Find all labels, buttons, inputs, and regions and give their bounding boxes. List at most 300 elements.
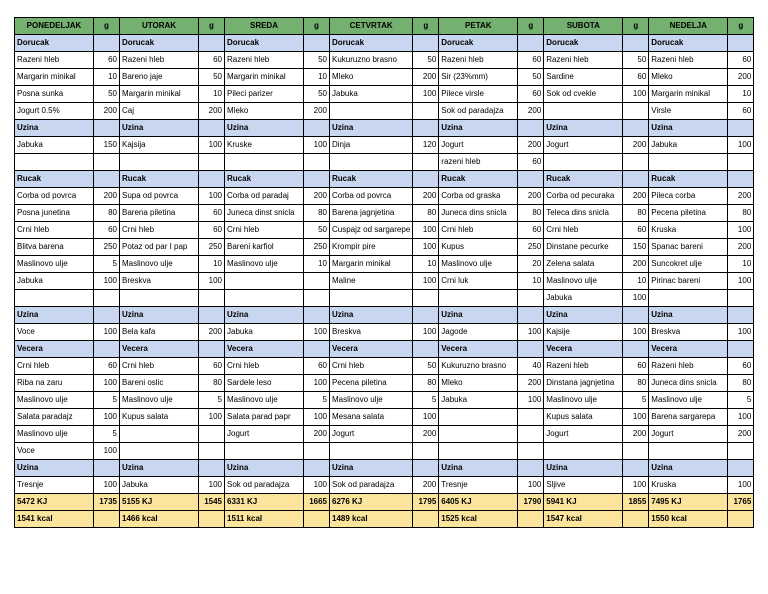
section-value — [199, 171, 225, 188]
food-name: Razeni hleb — [15, 52, 94, 69]
food-name — [15, 154, 94, 171]
food-grams: 80 — [94, 205, 120, 222]
food-name: Razeni hleb — [544, 52, 623, 69]
food-grams: 200 — [304, 426, 330, 443]
meal-label: Uzina — [225, 120, 304, 137]
food-grams: 60 — [623, 69, 649, 86]
kcal-value — [304, 511, 330, 528]
food-name: Margarin minikal — [330, 256, 413, 273]
food-grams: 200 — [623, 188, 649, 205]
food-grams — [413, 103, 439, 120]
food-grams — [518, 290, 544, 307]
food-grams: 200 — [94, 188, 120, 205]
meal-label: Dorucak — [15, 35, 94, 52]
food-name: Breskva — [330, 324, 413, 341]
food-name: Crni hleb — [225, 358, 304, 375]
food-name — [330, 154, 413, 171]
kcal-total: 1547 kcal — [544, 511, 623, 528]
food-grams: 60 — [518, 86, 544, 103]
food-grams: 5 — [94, 426, 120, 443]
food-name: Krompir pire — [330, 239, 413, 256]
food-name: Sir (23%mm) — [439, 69, 518, 86]
food-grams: 100 — [199, 409, 225, 426]
meal-label: Uzina — [544, 460, 623, 477]
section-value — [728, 171, 754, 188]
food-grams: 100 — [728, 409, 754, 426]
meal-label: Dorucak — [544, 35, 623, 52]
section-value — [728, 460, 754, 477]
day-header-sreda: SREDA — [225, 18, 304, 35]
food-name: Razeni hleb — [544, 358, 623, 375]
food-grams: 100 — [518, 324, 544, 341]
kj-value: 1795 — [413, 494, 439, 511]
meal-label: Vecera — [439, 341, 518, 358]
food-grams: 5 — [94, 256, 120, 273]
food-row — [15, 392, 754, 409]
kcal-total: 1511 kcal — [225, 511, 304, 528]
food-grams: 60 — [728, 103, 754, 120]
food-name: Teleca dins snicla — [544, 205, 623, 222]
food-grams: 5 — [304, 392, 330, 409]
section-value — [623, 35, 649, 52]
food-name: Maslinovo ulje — [15, 256, 94, 273]
food-grams: 80 — [623, 205, 649, 222]
food-name — [15, 290, 94, 307]
food-grams: 200 — [199, 324, 225, 341]
food-grams — [728, 290, 754, 307]
kcal-value — [623, 511, 649, 528]
food-name — [439, 409, 518, 426]
meal-label: Rucak — [544, 171, 623, 188]
section-value — [94, 120, 120, 137]
food-name: Mleko — [330, 69, 413, 86]
food-grams: 200 — [518, 103, 544, 120]
food-name — [544, 154, 623, 171]
food-name: Kupus — [439, 239, 518, 256]
food-name: Maline — [330, 273, 413, 290]
food-grams: 5 — [623, 392, 649, 409]
food-name: Juneca dins snicla — [439, 205, 518, 222]
food-grams: 60 — [199, 358, 225, 375]
food-grams: 80 — [304, 205, 330, 222]
food-grams: 200 — [304, 103, 330, 120]
food-name: Posna junetina — [15, 205, 94, 222]
food-name: Voce — [15, 443, 94, 460]
food-grams — [304, 443, 330, 460]
meal-label: Rucak — [649, 171, 728, 188]
food-grams — [413, 443, 439, 460]
grams-header: g — [623, 18, 649, 35]
section-value — [413, 307, 439, 324]
food-name — [330, 443, 413, 460]
food-row — [15, 426, 754, 443]
food-name: Crni luk — [439, 273, 518, 290]
food-name: Barena jagnjetina — [330, 205, 413, 222]
section-value — [623, 307, 649, 324]
grams-header: g — [518, 18, 544, 35]
food-name — [225, 273, 304, 290]
food-name: Jabuka — [225, 324, 304, 341]
food-row — [15, 52, 754, 69]
food-name: Crni hleb — [439, 222, 518, 239]
section-value — [199, 341, 225, 358]
section-value — [518, 341, 544, 358]
food-row — [15, 324, 754, 341]
food-name: Maslinovo ulje — [330, 392, 413, 409]
food-grams: 100 — [413, 273, 439, 290]
meal-label: Uzina — [544, 307, 623, 324]
food-grams: 100 — [413, 409, 439, 426]
kj-total: 6276 KJ — [330, 494, 413, 511]
food-grams: 80 — [728, 205, 754, 222]
meal-label: Uzina — [120, 307, 199, 324]
food-grams: 100 — [728, 324, 754, 341]
food-name: Breskva — [649, 324, 728, 341]
food-name: Mleko — [225, 103, 304, 120]
section-value — [728, 35, 754, 52]
food-name: Blitva barena — [15, 239, 94, 256]
kcal-value — [199, 511, 225, 528]
food-name: Corba od paradaj — [225, 188, 304, 205]
section-value — [94, 341, 120, 358]
food-name — [330, 290, 413, 307]
food-name: Pirinac bareni — [649, 273, 728, 290]
section-value — [518, 307, 544, 324]
food-name: Jogurt — [544, 426, 623, 443]
food-grams: 200 — [413, 426, 439, 443]
food-name — [120, 154, 199, 171]
meal-label: Dorucak — [120, 35, 199, 52]
food-grams: 250 — [94, 239, 120, 256]
kj-total: 7495 KJ — [649, 494, 728, 511]
section-value — [413, 120, 439, 137]
food-name: Bareni karfiol — [225, 239, 304, 256]
section-value — [199, 307, 225, 324]
food-name: Jabuka — [15, 137, 94, 154]
food-name: Mleko — [649, 69, 728, 86]
food-grams — [623, 103, 649, 120]
food-grams: 60 — [623, 222, 649, 239]
food-row — [15, 273, 754, 290]
food-grams: 50 — [304, 222, 330, 239]
food-grams: 200 — [728, 188, 754, 205]
food-name: Jogurt — [649, 426, 728, 443]
food-name: Jabuka — [649, 137, 728, 154]
food-name: Maslinovo ulje — [544, 392, 623, 409]
food-name — [225, 290, 304, 307]
food-row — [15, 154, 754, 171]
food-name: Potaz od par I pap — [120, 239, 199, 256]
food-grams: 60 — [518, 154, 544, 171]
food-grams: 200 — [199, 103, 225, 120]
food-name: Sok od paradajza — [330, 477, 413, 494]
food-name: Crni hleb — [544, 222, 623, 239]
section-value — [199, 460, 225, 477]
food-grams — [94, 154, 120, 171]
food-name — [330, 103, 413, 120]
food-grams: 50 — [199, 69, 225, 86]
food-grams: 100 — [623, 290, 649, 307]
kcal-total: 1550 kcal — [649, 511, 728, 528]
food-name: Crni hleb — [330, 358, 413, 375]
section-value — [304, 35, 330, 52]
meal-label: Uzina — [225, 460, 304, 477]
food-name: Jogurt — [330, 426, 413, 443]
food-row — [15, 477, 754, 494]
kj-total: 5472 KJ — [15, 494, 94, 511]
food-row — [15, 205, 754, 222]
food-grams: 100 — [413, 239, 439, 256]
food-row — [15, 256, 754, 273]
food-grams: 5 — [199, 392, 225, 409]
food-grams: 100 — [304, 137, 330, 154]
food-name: Bela kafa — [120, 324, 199, 341]
section-row — [15, 120, 754, 137]
section-value — [199, 120, 225, 137]
day-header-ponedeljak: PONEDELJAK — [15, 18, 94, 35]
meal-label: Vecera — [544, 341, 623, 358]
food-grams: 100 — [304, 409, 330, 426]
food-name: Pileca corba — [649, 188, 728, 205]
food-grams — [304, 273, 330, 290]
food-row — [15, 69, 754, 86]
food-row — [15, 86, 754, 103]
food-row — [15, 103, 754, 120]
food-name: Maslinovo ulje — [120, 392, 199, 409]
food-row — [15, 239, 754, 256]
food-grams: 100 — [728, 273, 754, 290]
food-name: Pecena piletina — [330, 375, 413, 392]
food-row — [15, 358, 754, 375]
meal-plan-table — [14, 17, 754, 528]
food-name — [120, 426, 199, 443]
meal-label: Uzina — [439, 460, 518, 477]
food-grams: 100 — [518, 392, 544, 409]
food-grams — [413, 290, 439, 307]
section-value — [728, 307, 754, 324]
food-grams: 40 — [518, 358, 544, 375]
food-name — [439, 290, 518, 307]
food-grams: 100 — [94, 273, 120, 290]
food-name: Maslinovo ulje — [15, 392, 94, 409]
day-header-utorak: UTORAK — [120, 18, 199, 35]
meal-label: Uzina — [225, 307, 304, 324]
food-name: Supa od povrca — [120, 188, 199, 205]
food-grams: 200 — [728, 239, 754, 256]
meal-label: Rucak — [15, 171, 94, 188]
food-grams: 50 — [623, 52, 649, 69]
food-name: Kruska — [649, 477, 728, 494]
food-name: Sok od paradajza — [225, 477, 304, 494]
food-row — [15, 290, 754, 307]
day-header-subota: SUBOTA — [544, 18, 623, 35]
food-name: Pileci parizer — [225, 86, 304, 103]
kcal-value — [413, 511, 439, 528]
food-name: Kupus salata — [120, 409, 199, 426]
food-grams: 200 — [623, 256, 649, 273]
food-name — [544, 443, 623, 460]
food-name: Dinja — [330, 137, 413, 154]
food-name: Margarin minikal — [15, 69, 94, 86]
food-name: Sardele leso — [225, 375, 304, 392]
meal-label: Rucak — [439, 171, 518, 188]
food-name: Margarin minikal — [225, 69, 304, 86]
section-value — [304, 460, 330, 477]
food-grams: 200 — [623, 137, 649, 154]
food-grams: 50 — [413, 52, 439, 69]
food-name — [439, 443, 518, 460]
food-name: Kajsije — [544, 324, 623, 341]
food-name: Kukuruzno brasno — [330, 52, 413, 69]
food-grams: 100 — [304, 477, 330, 494]
food-name: Maslinovo ulje — [439, 256, 518, 273]
food-name — [649, 290, 728, 307]
food-grams: 200 — [518, 375, 544, 392]
food-name: Jogurt — [544, 137, 623, 154]
grams-header: g — [728, 18, 754, 35]
food-grams: 200 — [518, 188, 544, 205]
meal-label: Vecera — [15, 341, 94, 358]
food-grams: 200 — [518, 137, 544, 154]
grams-header: g — [199, 18, 225, 35]
food-grams: 100 — [199, 273, 225, 290]
kcal-total: 1466 kcal — [120, 511, 199, 528]
meal-label: Dorucak — [225, 35, 304, 52]
grams-header: g — [304, 18, 330, 35]
food-row — [15, 375, 754, 392]
food-grams: 200 — [413, 477, 439, 494]
section-value — [413, 341, 439, 358]
meal-label: Rucak — [120, 171, 199, 188]
food-name: Tresnje — [439, 477, 518, 494]
meal-label: Uzina — [330, 307, 413, 324]
food-name: Sardine — [544, 69, 623, 86]
food-name: Bareno jaje — [120, 69, 199, 86]
food-grams — [623, 154, 649, 171]
food-name: Corba od graska — [439, 188, 518, 205]
food-name: Cuspajz od sargarepe — [330, 222, 413, 239]
food-grams: 10 — [518, 273, 544, 290]
food-name: Jogurt — [439, 137, 518, 154]
food-name: Kajsija — [120, 137, 199, 154]
section-value — [413, 171, 439, 188]
food-name — [439, 426, 518, 443]
meal-label: Vecera — [330, 341, 413, 358]
meal-label: Uzina — [120, 120, 199, 137]
food-grams: 100 — [413, 324, 439, 341]
food-name: Suncokret ulje — [649, 256, 728, 273]
food-grams: 100 — [728, 477, 754, 494]
section-value — [518, 35, 544, 52]
food-grams — [413, 154, 439, 171]
food-grams — [199, 426, 225, 443]
food-grams: 10 — [413, 256, 439, 273]
food-grams: 100 — [94, 409, 120, 426]
kcal-value — [94, 511, 120, 528]
food-name — [544, 103, 623, 120]
food-grams: 200 — [728, 426, 754, 443]
food-name: Crni hleb — [120, 358, 199, 375]
food-name: Jogurt 0.5% — [15, 103, 94, 120]
food-grams: 100 — [94, 477, 120, 494]
section-value — [623, 120, 649, 137]
section-value — [199, 35, 225, 52]
day-header-petak: PETAK — [439, 18, 518, 35]
food-grams: 60 — [94, 222, 120, 239]
food-name: Mleko — [439, 375, 518, 392]
food-grams — [623, 443, 649, 460]
kcal-total: 1489 kcal — [330, 511, 413, 528]
food-grams: 60 — [518, 52, 544, 69]
food-name: Maslinovo ulje — [225, 256, 304, 273]
food-name: Salata paradajz — [15, 409, 94, 426]
kj-total: 5155 KJ — [120, 494, 199, 511]
section-row — [15, 307, 754, 324]
section-value — [94, 460, 120, 477]
meal-label: Uzina — [649, 460, 728, 477]
section-value — [413, 35, 439, 52]
kcal-value — [728, 511, 754, 528]
day-header-nedelja: NEDELJA — [649, 18, 728, 35]
food-row — [15, 409, 754, 426]
food-grams: 10 — [199, 86, 225, 103]
food-grams: 200 — [94, 103, 120, 120]
food-grams: 50 — [518, 69, 544, 86]
food-name: Corba od povrca — [330, 188, 413, 205]
food-grams: 20 — [518, 256, 544, 273]
section-value — [304, 307, 330, 324]
section-value — [304, 341, 330, 358]
meal-label: Uzina — [544, 120, 623, 137]
food-name: Jagode — [439, 324, 518, 341]
food-grams: 10 — [304, 69, 330, 86]
meal-label: Dorucak — [330, 35, 413, 52]
food-name: Breskva — [120, 273, 199, 290]
food-name: Maslinovo ulje — [225, 392, 304, 409]
food-grams: 200 — [623, 426, 649, 443]
food-name: Corba od povrca — [15, 188, 94, 205]
meal-label: Uzina — [439, 120, 518, 137]
food-grams: 5 — [94, 392, 120, 409]
section-row — [15, 341, 754, 358]
food-name: Tresnje — [15, 477, 94, 494]
food-grams: 10 — [623, 273, 649, 290]
food-name: Razeni hleb — [225, 52, 304, 69]
food-name: Jabuka — [330, 86, 413, 103]
food-grams: 5 — [728, 392, 754, 409]
food-name — [649, 443, 728, 460]
food-grams: 60 — [728, 52, 754, 69]
food-name: Kruska — [649, 222, 728, 239]
kj-value: 1665 — [304, 494, 330, 511]
food-name: Kruske — [225, 137, 304, 154]
section-value — [304, 120, 330, 137]
meal-label: Uzina — [330, 120, 413, 137]
kcal-row — [15, 511, 754, 528]
day-header-cetvrtak: CETVRTAK — [330, 18, 413, 35]
food-name: Zelena salata — [544, 256, 623, 273]
food-grams: 100 — [728, 137, 754, 154]
food-name: razeni hleb — [439, 154, 518, 171]
food-grams — [518, 409, 544, 426]
food-grams: 60 — [94, 52, 120, 69]
food-name — [120, 290, 199, 307]
food-name: Razeni hleb — [649, 52, 728, 69]
food-name: Voce — [15, 324, 94, 341]
food-grams — [728, 154, 754, 171]
food-grams — [199, 443, 225, 460]
section-row — [15, 35, 754, 52]
